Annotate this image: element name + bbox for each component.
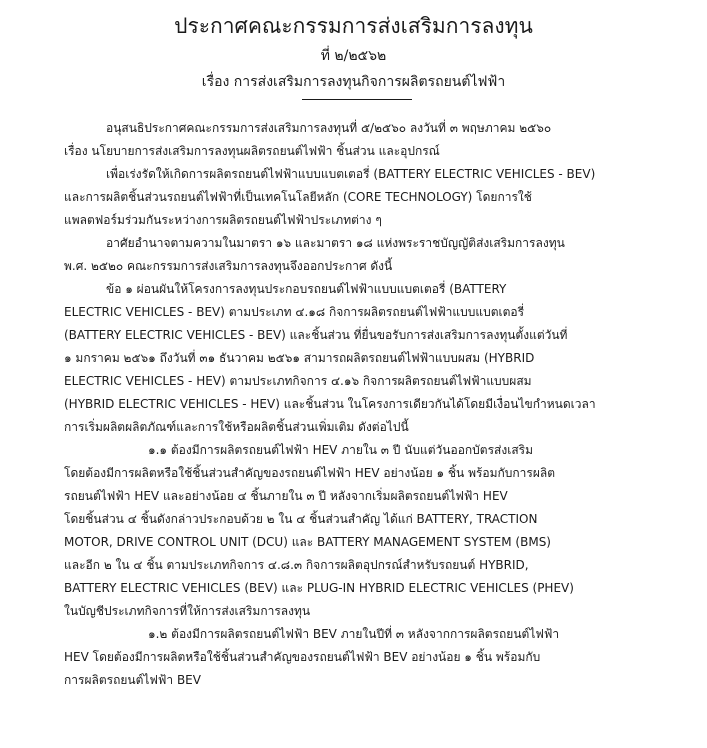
body-line: การเริ่มผลิตผลิตภัณฑ์และการใช้หรือผลิตชิ้นส่วนเพิ่มเติม ดังต่อไปนี้ (64, 420, 409, 434)
body-line: การผลิตรถยนต์ไฟฟ้า BEV (64, 673, 201, 687)
body-line: ELECTRIC VEHICLES - BEV) ตามประเภท ๔.๑๘ กิจการผลิตรถยนต์ไฟฟ้าแบบแบตเตอรี่ (64, 305, 525, 319)
body-line: และอีก ๒ ใน ๔ ชิ้น ตามประเภทกิจการ ๔.๘.๓ กิจการผลิตอุปกรณ์สำหรับรถยนต์ HYBRID, (64, 558, 529, 572)
body-line: MOTOR, DRIVE CONTROL UNIT (DCU) และ BATTERY MANAGEMENT SYSTEM (BMS) (64, 535, 551, 549)
body-line: (HYBRID ELECTRIC VEHICLES - HEV) และชิ้นส่วน ในโครงการเดียวกันได้โดยมีเงื่อนไขกำหนดเวลา (64, 397, 596, 411)
document-body (64, 117, 664, 692)
body-line: รถยนต์ไฟฟ้า HEV และอย่างน้อย ๔ ชิ้นภายใน ๓ ปี หลังจากเริ่มผลิตรถยนต์ไฟฟ้า HEV (64, 489, 508, 503)
body-line: ๑.๑ ต้องมีการผลิตรถยนต์ไฟฟ้า HEV ภายใน ๓ ปี นับแต่วันออกบัตรส่งเสริม (148, 443, 534, 457)
body-line: (BATTERY ELECTRIC VEHICLES - BEV) และชิ้นส่วน ที่ยื่นขอรับการส่งเสริมการลงทุนตั้งแต่วันที่ (64, 328, 568, 342)
body-line: อนุสนธิประกาศคณะกรรมการส่งเสริมการลงทุนที่ ๕/๒๕๖๐ ลงวันที่ ๓ พฤษภาคม ๒๕๖๐ (106, 121, 552, 135)
body-line: HEV โดยต้องมีการผลิตหรือใช้ชิ้นส่วนสำคัญของรถยนต์ไฟฟ้า BEV อย่างน้อย ๑ ชิ้น พร้อมกับ (64, 650, 541, 664)
announcement-number: ที่ ๒/๒๕๖๒ (320, 48, 387, 64)
body-line: แพลตฟอร์มร่วมกันระหว่างการผลิตรถยนต์ไฟฟ้าประเภทต่าง ๆ (64, 213, 382, 227)
body-line: BATTERY ELECTRIC VEHICLES (BEV) และ PLUG-IN HYBRID ELECTRIC VEHICLES (PHEV) (64, 581, 574, 595)
document-title: ประกาศคณะกรรมการส่งเสริมการลงทุน (174, 14, 533, 38)
body-line: โดยชิ้นส่วน ๔ ชิ้นดังกล่าวประกอบด้วย ๒ ใน ๔ ชิ้นส่วนสำคัญ ได้แก่ BATTERY, TRACTION (64, 512, 538, 526)
body-line: ข้อ ๑ ผ่อนผันให้โครงการลงทุนประกอบรถยนต์ไฟฟ้าแบบแบตเตอรี่ (BATTERY (106, 282, 507, 296)
body-line: โดยต้องมีการผลิตหรือใช้ชิ้นส่วนสำคัญของรถยนต์ไฟฟ้า HEV อย่างน้อย ๑ ชิ้น พร้อมกับการผลิต (64, 466, 556, 480)
body-line: เพื่อเร่งรัดให้เกิดการผลิตรถยนต์ไฟฟ้าแบบแบตเตอรี่ (BATTERY ELECTRIC VEHICLES - BEV) (106, 167, 596, 181)
body-line: และการผลิตชิ้นส่วนรถยนต์ไฟฟ้าที่เป็นเทคโนโลยีหลัก (CORE TECHNOLOGY) โดยการใช้ (64, 190, 532, 204)
body-line: พ.ศ. ๒๕๒๐ คณะกรรมการส่งเสริมการลงทุนจึงออกประกาศ ดังนี้ (64, 259, 393, 273)
body-line: อาศัยอำนาจตามความในมาตรา ๑๖ และมาตรา ๑๘ แห่งพระราชบัญญัติส่งเสริมการลงทุน (106, 236, 565, 250)
body-line: เรื่อง นโยบายการส่งเสริมการลงทุนผลิตรถยนต์ไฟฟ้า ชิ้นส่วน และอุปกรณ์ (64, 144, 440, 158)
title-divider (302, 99, 412, 100)
body-line: ELECTRIC VEHICLES - HEV) ตามประเภทกิจการ ๔.๑๖ กิจการผลิตรถยนต์ไฟฟ้าแบบผสม (64, 374, 532, 388)
body-line: ในบัญชีประเภทกิจการที่ให้การส่งเสริมการลงทุน (64, 604, 311, 618)
body-line: ๑ มกราคม ๒๕๖๑ ถึงวันที่ ๓๑ ธันวาคม ๒๕๖๑ สามารถผลิตรถยนต์ไฟฟ้าแบบผสม (HYBRID (64, 351, 535, 365)
body-line: ๑.๒ ต้องมีการผลิตรถยนต์ไฟฟ้า BEV ภายในปีที่ ๓ หลังจากการผลิตรถยนต์ไฟฟ้า (148, 627, 560, 641)
announcement-subject: เรื่อง การส่งเสริมการลงทุนกิจการผลิตรถยนต์ไฟฟ้า (201, 74, 506, 90)
